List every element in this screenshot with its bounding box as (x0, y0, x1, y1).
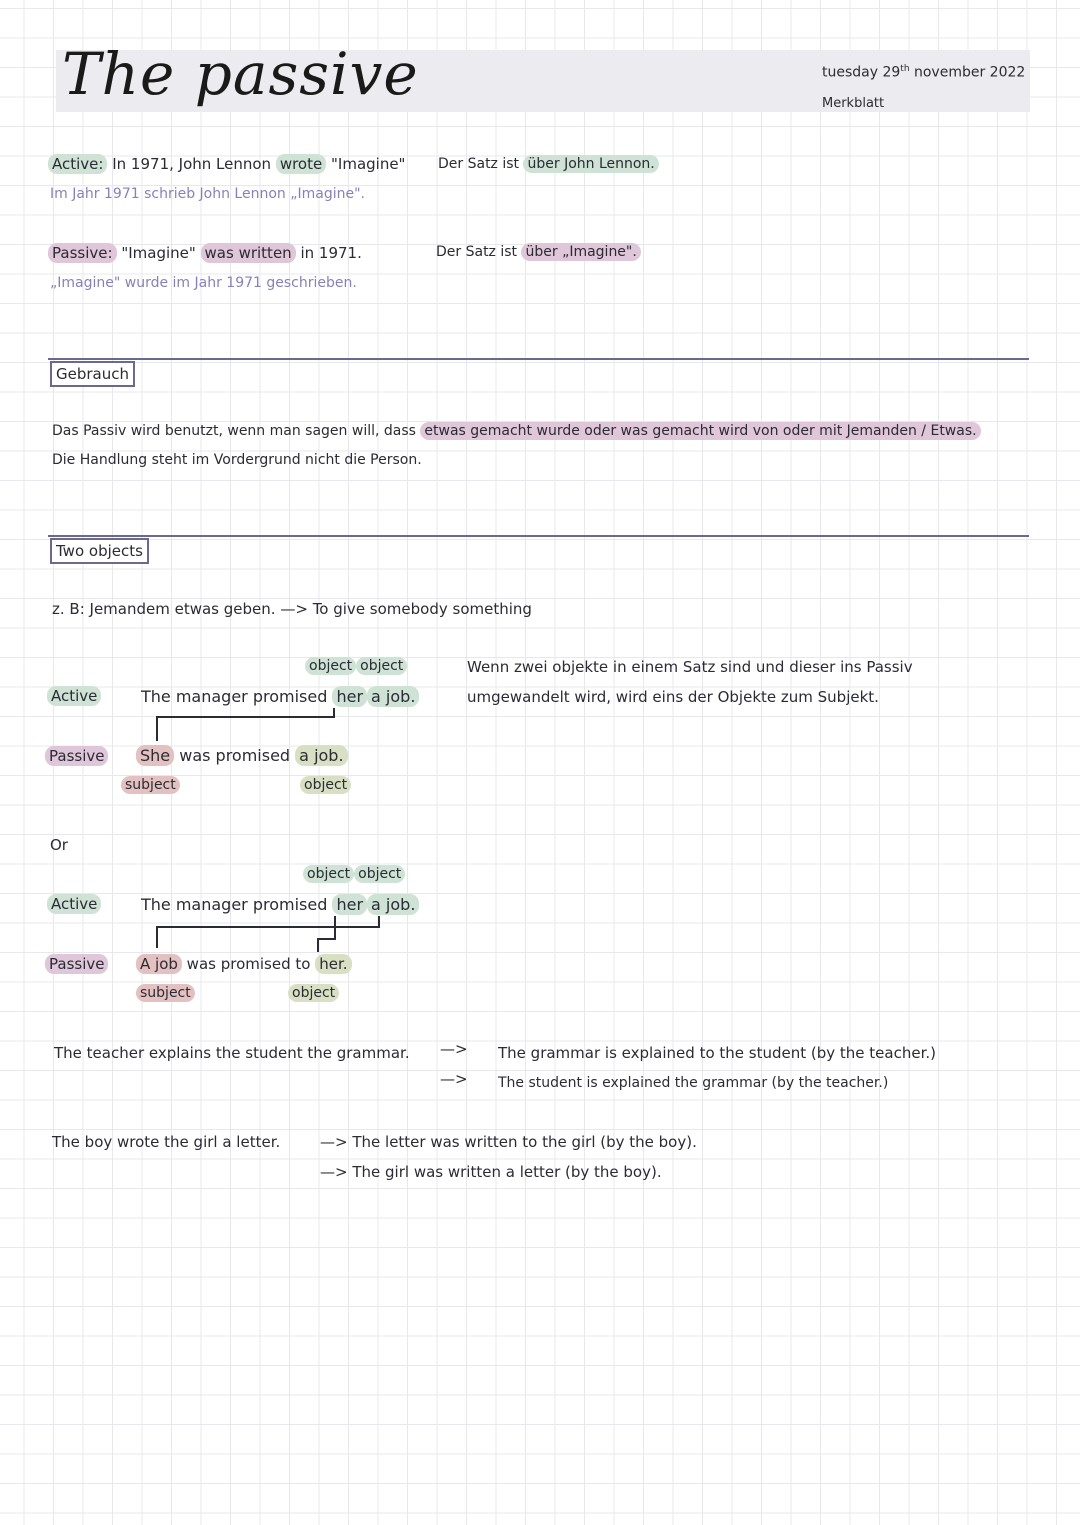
arrow: —> (440, 1070, 468, 1088)
passive-tag (45, 955, 108, 973)
passive-sentence-post: in 1971. (295, 244, 362, 262)
passive-subject: A job (136, 954, 182, 974)
object-label: object (356, 657, 407, 675)
active-tag (47, 687, 101, 705)
example-line (52, 600, 532, 618)
object-label: object (288, 984, 339, 1002)
arrow: —> (440, 1040, 468, 1058)
object-labels (303, 866, 405, 882)
gebrauch-line-1-pre: Das Passiv wird benutzt, wenn man sagen will, dass (52, 423, 421, 439)
example-sentence: The boy wrote the girl a letter. (52, 1133, 281, 1151)
gebrauch-line-1 (52, 423, 981, 439)
object-label: object (303, 865, 354, 883)
passive-object: a job. (295, 745, 347, 766)
passive-note-highlight: über „Imagine". (521, 243, 640, 261)
direct-object: a job. (367, 686, 419, 707)
indirect-object: her (332, 686, 367, 707)
passive-subject: She (136, 745, 174, 766)
example-result: The girl was written a letter (by the boy). (352, 1163, 662, 1181)
passive-note (436, 244, 641, 260)
passive-tag (45, 747, 108, 765)
active-german: Im Jahr 1971 schrieb John Lennon „Imagine". (50, 186, 365, 202)
example-result-line (320, 1163, 662, 1181)
active-example-sentence (141, 687, 419, 706)
date-day: tuesday 29 (822, 64, 901, 81)
direct-object: a job. (367, 894, 419, 915)
example-result: The student is explained the grammar (by the teacher.) (498, 1075, 889, 1091)
passive-german: „Imagine" wurde im Jahr 1971 geschrieben. (50, 275, 357, 291)
arrow: —> (320, 1163, 348, 1181)
subtitle: Merkblatt (822, 96, 885, 111)
active-example-sentence (141, 895, 419, 914)
subject-label-wrap (136, 985, 195, 1001)
object-label: object (300, 776, 351, 794)
page-title: The passive (62, 40, 419, 108)
example-result: The grammar is explained to the student (by the teacher.) (498, 1044, 936, 1062)
active-tag-label: Active (47, 686, 101, 706)
section-divider (48, 358, 1029, 360)
connector-line (156, 716, 158, 741)
active-tag-label: Active (47, 894, 101, 914)
gebrauch-line-2: Die Handlung steht im Vordergrund nicht die Person. (52, 452, 422, 468)
arrow: —> (280, 600, 308, 618)
connector-line (317, 938, 336, 940)
explanation-line-2: umgewandelt wird, wird eins der Objekte zum Subjekt. (467, 688, 879, 706)
example-english: To give somebody something (312, 600, 532, 618)
passive-sentence-pre: "Imagine" (121, 244, 201, 262)
connector-line (156, 926, 158, 948)
date-suffix: th (900, 64, 910, 74)
object-label-wrap (300, 777, 351, 793)
date-rest: november 2022 (909, 64, 1026, 81)
connector-line (156, 716, 335, 718)
active-note-pre: Der Satz ist (438, 156, 524, 172)
subject-label: subject (121, 776, 180, 794)
passive-mid: was promised to (181, 955, 316, 973)
explanation-line-1: Wenn zwei objekte in einem Satz sind und dieser ins Passiv (467, 658, 913, 676)
or-label: Or (50, 836, 68, 854)
passive-object: her. (315, 954, 351, 974)
active-example-pre: The manager promised (141, 895, 333, 914)
two-objects-heading: Two objects (50, 538, 149, 564)
object-label-wrap (288, 985, 339, 1001)
subject-label-wrap (121, 777, 180, 793)
active-sentence-line (48, 155, 405, 173)
active-note-highlight: über John Lennon. (523, 155, 658, 173)
section-divider (48, 535, 1029, 537)
subject-label: subject (136, 984, 195, 1002)
active-verb: wrote (276, 154, 326, 174)
passive-label: Passive: (48, 243, 117, 263)
indirect-object: her (332, 894, 367, 915)
example-result: The letter was written to the girl (by the boy). (352, 1133, 697, 1151)
active-label: Active: (48, 154, 107, 174)
object-label: object (305, 657, 356, 675)
example-sentence: The teacher explains the student the grammar. (54, 1044, 410, 1062)
gebrauch-heading: Gebrauch (50, 361, 135, 387)
date (822, 64, 1025, 81)
active-example-pre: The manager promised (141, 687, 333, 706)
gebrauch-highlight: etwas gemacht wurde oder was gemacht wird von oder mit Jemanden / Etwas. (420, 422, 980, 440)
passive-mid: was promised (174, 746, 296, 765)
passive-tag-label: Passive (45, 954, 108, 974)
arrow: —> (320, 1133, 348, 1151)
connector-line (334, 916, 336, 940)
passive-example-sentence (136, 955, 352, 973)
active-sentence-pre: In 1971, John Lennon (112, 155, 276, 173)
example-german: z. B: Jemandem etwas geben. (52, 600, 276, 618)
passive-note-pre: Der Satz ist (436, 244, 522, 260)
passive-sentence-line (48, 244, 362, 262)
passive-verb: was written (201, 243, 296, 263)
passive-example-sentence (136, 746, 348, 765)
active-note (438, 156, 659, 172)
passive-tag-label: Passive (45, 746, 108, 766)
object-label: object (354, 865, 405, 883)
active-sentence-post: "Imagine" (326, 155, 406, 173)
connector-line (317, 938, 319, 952)
active-tag (47, 895, 101, 913)
example-result-line (320, 1133, 697, 1151)
connector-line (156, 926, 380, 928)
object-labels (305, 658, 407, 674)
